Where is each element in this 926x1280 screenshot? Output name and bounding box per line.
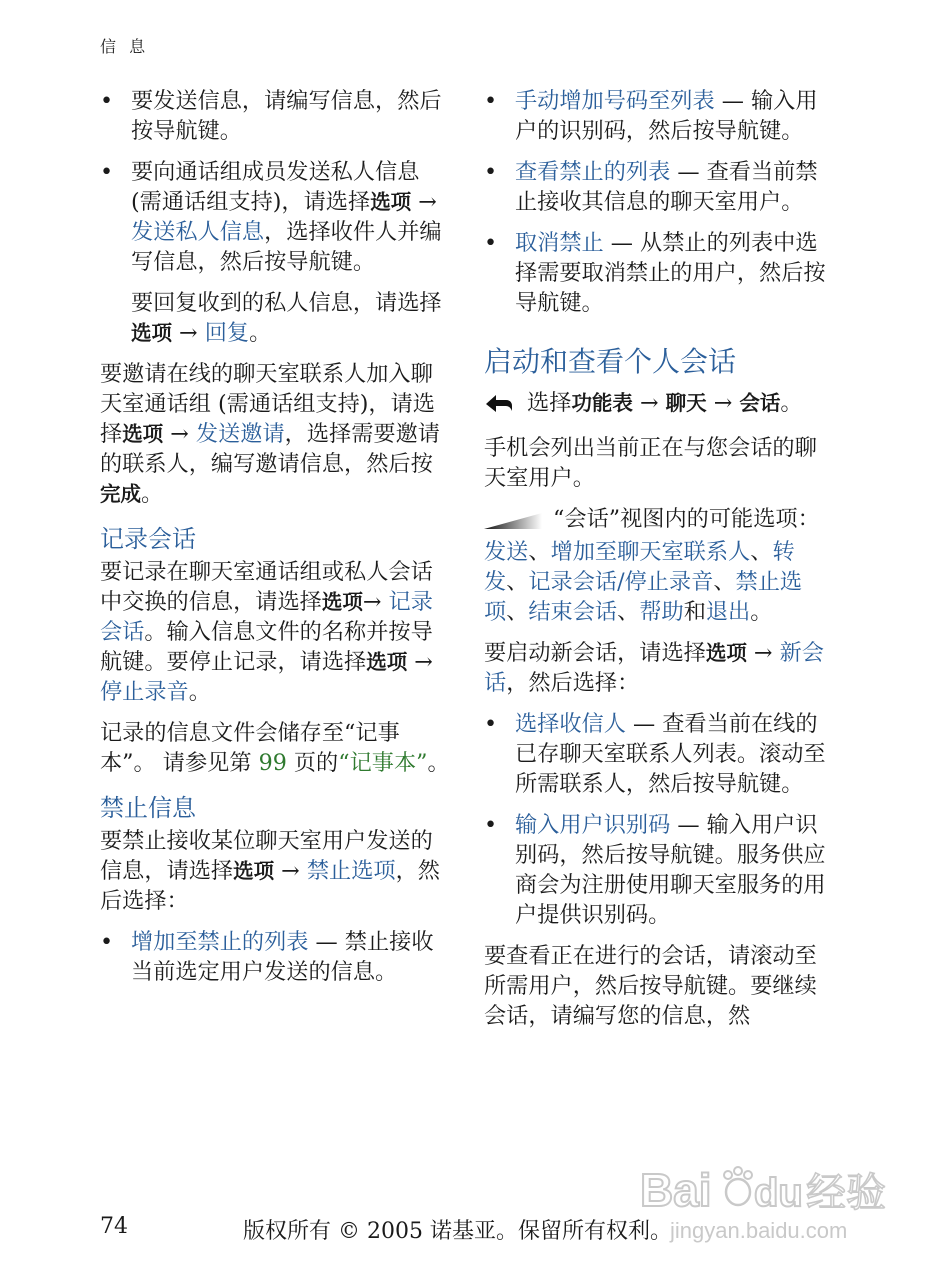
bullet-dot: •: [100, 88, 114, 114]
link-add-number-manually[interactable]: 手动增加号码至列表: [515, 88, 715, 114]
text: 页的: [286, 750, 339, 776]
text: 要记录在聊天室通话组或私人会话中交换的信息，请选择: [100, 559, 433, 615]
watermark-url: jingyan.baidu.com: [670, 1218, 848, 1243]
paragraph-record: [100, 557, 450, 707]
page-header: 信 息: [100, 37, 150, 56]
arrow: →: [407, 649, 433, 675]
paragraph-view-conversation: [484, 941, 834, 1031]
link-stop-recording[interactable]: 停止录音: [100, 679, 189, 705]
list-item: [100, 157, 450, 277]
menu-term: 完成: [100, 482, 141, 506]
text: 要禁止接收某位聊天室用户发送的信息，请选择: [100, 828, 433, 884]
arrow: →: [746, 640, 780, 666]
list-item: [100, 86, 450, 146]
menu-term: 选项: [370, 190, 412, 214]
text: ，然后选择：: [100, 858, 440, 914]
baidu-paw-icon: [724, 1167, 752, 1205]
paragraph-invite: [100, 359, 450, 509]
text: 。: [249, 320, 272, 346]
text: — 查看当前在线的已存聊天室联系人列表。滚动至所需联系人，然后按导航键。: [515, 711, 826, 797]
text: ，选择需要邀请的联系人，编写邀请信息，然后按: [100, 421, 440, 477]
list-item: [100, 927, 450, 987]
text: 。: [141, 481, 164, 507]
text: 、: [506, 569, 529, 595]
bullet-dot: •: [100, 159, 114, 185]
text: 要启动新会话，请选择: [484, 640, 706, 666]
heading-conversations: 启动和查看个人会话: [484, 345, 737, 378]
text: 、: [750, 539, 773, 565]
text: ，选择收件人并编写信息，然后按导航键。: [131, 219, 442, 275]
baidu-watermark: [640, 1158, 910, 1272]
left-column: [100, 86, 450, 998]
text: 选择: [520, 390, 572, 416]
options-wedge-icon: [484, 507, 542, 537]
right-column: [484, 86, 834, 1031]
text: — 输入用户的识别码，然后按导航键。: [515, 88, 818, 144]
list-item: [484, 157, 834, 217]
link-view-block-list[interactable]: 查看禁止的列表: [515, 159, 671, 185]
link-unblock[interactable]: 取消禁止: [515, 230, 604, 256]
text: 。: [780, 390, 803, 416]
list-item: [484, 709, 834, 799]
text: 。: [427, 750, 450, 776]
arrow: →: [172, 320, 205, 346]
text: 、: [617, 599, 640, 625]
text: 。输入信息文件的名称并按导航键。要停止记录，请选择: [100, 619, 433, 675]
text: 记录的信息文件会储存至“记事本”。 请参见第: [100, 720, 400, 776]
text: — 禁止接收当前选定用户发送的信息。: [131, 929, 434, 985]
link-new-conversation[interactable]: 新会话: [484, 640, 824, 696]
text: 。: [188, 679, 211, 705]
page-number: 74: [100, 1214, 128, 1239]
link-help[interactable]: 帮助: [639, 599, 684, 625]
text: 要发送信息，请编写信息，然后按导航键。: [131, 88, 442, 144]
copyright-notice: 版权所有 © 2005 诺基亚。保留所有权利。: [243, 1219, 672, 1244]
notes-ref-link[interactable]: “记事本”: [338, 750, 428, 776]
link-send[interactable]: 发送: [484, 539, 529, 565]
link-record-conversation[interactable]: 记录会话: [100, 589, 433, 645]
text: ，然后选择：: [506, 670, 640, 696]
link-exit[interactable]: 退出: [705, 599, 751, 625]
menu-term: 选项: [122, 422, 164, 446]
paragraph-list: [484, 433, 834, 493]
link-block-options[interactable]: 禁止选项: [306, 858, 396, 884]
text: 要邀请在线的聊天室联系人加入聊天室通话组 (需通话组支持)，请选择: [100, 361, 435, 447]
link-record-stop[interactable]: 记录会话/停止录音: [528, 569, 714, 595]
link-forward[interactable]: 转发: [484, 539, 795, 595]
menu-term: 选项: [321, 590, 363, 614]
link-enter-user-id[interactable]: 输入用户识别码: [515, 812, 671, 838]
link-reply[interactable]: 回复: [204, 320, 250, 346]
navi-arrow-icon: [484, 392, 514, 422]
page-ref-link[interactable]: 99: [258, 750, 287, 776]
link-send-private[interactable]: 发送私人信息: [131, 219, 265, 245]
heading-record: 记录会话: [100, 525, 196, 553]
link-end-conversation[interactable]: 结束会话: [528, 599, 618, 625]
text: 手机会列出当前正在与您会话的聊天室用户。: [484, 435, 817, 491]
watermark-brand-b: du: [754, 1171, 803, 1215]
arrow: →: [362, 589, 389, 615]
list-item: [484, 228, 834, 318]
text: 、: [506, 599, 529, 625]
menu-term: 选项: [131, 321, 172, 345]
text: 、: [528, 539, 551, 565]
list-item: [484, 86, 834, 146]
menu-term: 会话: [739, 391, 781, 415]
sub-paragraph: [100, 288, 450, 348]
text: 要回复收到的私人信息，请选择: [131, 290, 442, 316]
menu-term: 选项: [233, 859, 275, 883]
text: “会话”视图内的可能选项：: [546, 506, 820, 532]
arrow: →: [411, 189, 437, 215]
bullet-dot: •: [484, 159, 498, 185]
text: — 查看当前禁止接收其信息的聊天室用户。: [515, 159, 818, 215]
menu-term: 功能表: [571, 391, 633, 415]
text: — 输入用户识别码，然后按导航键。服务供应商会为注册使用聊天室服务的用户提供识别码。: [515, 812, 826, 928]
bullet-dot: •: [100, 929, 114, 955]
arrow: →: [706, 390, 740, 416]
text: 要查看正在进行的会话，请滚动至所需用户，然后按导航键。要继续会话，请编写您的信息，然: [484, 943, 817, 1029]
bullet-dot: •: [484, 812, 498, 838]
bullet-dot: •: [484, 711, 498, 737]
arrow: →: [632, 390, 666, 416]
link-add-to-block-list[interactable]: 增加至禁止的列表: [131, 929, 309, 955]
list-item: [484, 810, 834, 930]
menu-term: 聊天: [665, 391, 707, 415]
link-add-to-contacts[interactable]: 增加至聊天室联系人: [550, 539, 751, 565]
paragraph-menu-path: [484, 388, 834, 422]
link-block-options[interactable]: 禁止选项: [484, 569, 803, 625]
menu-term: 选项: [366, 650, 408, 674]
heading-block: 禁止信息: [100, 794, 196, 822]
text: 。: [750, 599, 773, 625]
link-send-invite[interactable]: 发送邀请: [195, 421, 285, 447]
paragraph-saved: [100, 718, 450, 778]
link-select-recipient[interactable]: 选择收信人: [515, 711, 626, 737]
text: 、: [713, 569, 736, 595]
paragraph-options: [484, 504, 834, 627]
paragraph-block: [100, 826, 450, 916]
text: 和: [683, 599, 706, 625]
arrow: →: [274, 858, 307, 884]
bullet-dot: •: [484, 230, 498, 256]
menu-term: 选项: [705, 641, 747, 665]
text: 要向通话组成员发送私人信息 (需通话组支持)，请选择: [131, 159, 420, 215]
watermark-brand-a: Bai: [640, 1164, 712, 1216]
watermark-brand-c: 经验: [806, 1170, 886, 1216]
bullet-dot: •: [484, 88, 498, 114]
text: — 从禁止的列表中选择需要取消禁止的用户，然后按导航键。: [515, 230, 826, 316]
paragraph-new-conversation: [484, 638, 834, 698]
arrow: →: [163, 421, 196, 447]
